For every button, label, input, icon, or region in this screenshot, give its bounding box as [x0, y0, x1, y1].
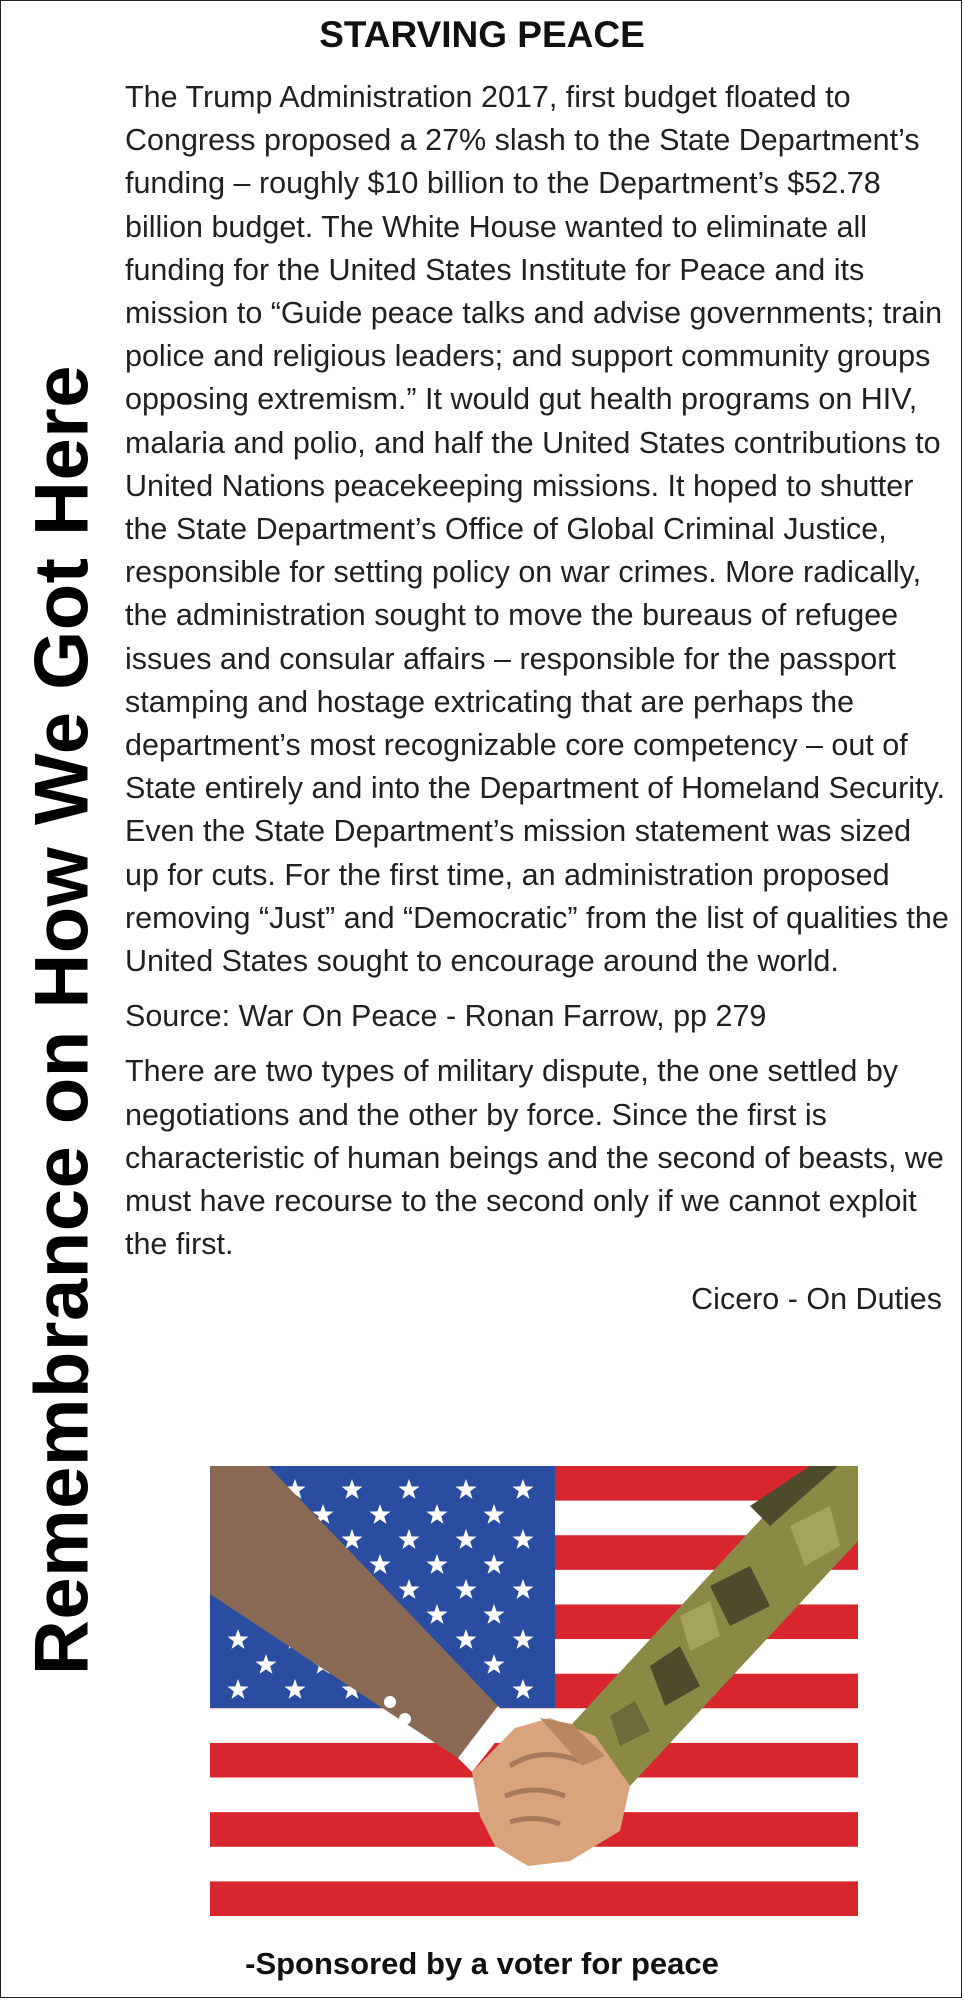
headline: STARVING PEACE [319, 14, 645, 55]
side-title: Remembrance on How We Got Here [19, 364, 105, 1676]
sleeve-button-2 [399, 1713, 411, 1725]
article-body [125, 76, 950, 1322]
sponsor-line: -Sponsored by a voter for peace [245, 1946, 719, 1981]
flag-stripe [210, 1881, 858, 1916]
main-paragraph: The Trump Administration 2017, first budget floated to Congress proposed a 27% slash to the State Department’s funding – roughly $10 billion to the Department’s $52.78 billion budget. The White House wanted to eliminate all funding for the United States Institute for Peace and its mission to “Guide peace talks and advise governments; train police and religious leaders; and support community groups opposing extremism.” It would gut health programs on HIV, malaria and polio, and half the United States contributions to United Nations peacekeeping missions. It hoped to shutter the State Department’s Office of Global Criminal Justice, responsible for setting policy on war crimes. More radically, the administration sought to move the bureaus of refugee issues and consular affairs – responsible for the passport stamping and hostage extricating that are perhaps the department’s most recognizable core competency – out of State entirely and into the Department of Homeland Security. Even the State Department’s mission statement was sized up for cuts. For the first time, an administration proposed removing “Just” and “Democratic” from the list of qualities the United States sought to encourage around the world. [125, 80, 949, 979]
quote-attribution: Cicero - On Duties [691, 1282, 942, 1317]
flag-handshake-illustration [210, 1466, 858, 1916]
us-flag-icon [210, 1466, 858, 1916]
cicero-quote: There are two types of military dispute, the one settled by negotiations and the other by force. Since the first is characteristic of human beings and the second of beasts, we must have recourse to the second only if we cannot exploit the first. [125, 1054, 944, 1262]
sleeve-button-1 [384, 1696, 396, 1708]
source-citation: Source: War On Peace - Ronan Farrow, pp 279 [125, 999, 767, 1034]
